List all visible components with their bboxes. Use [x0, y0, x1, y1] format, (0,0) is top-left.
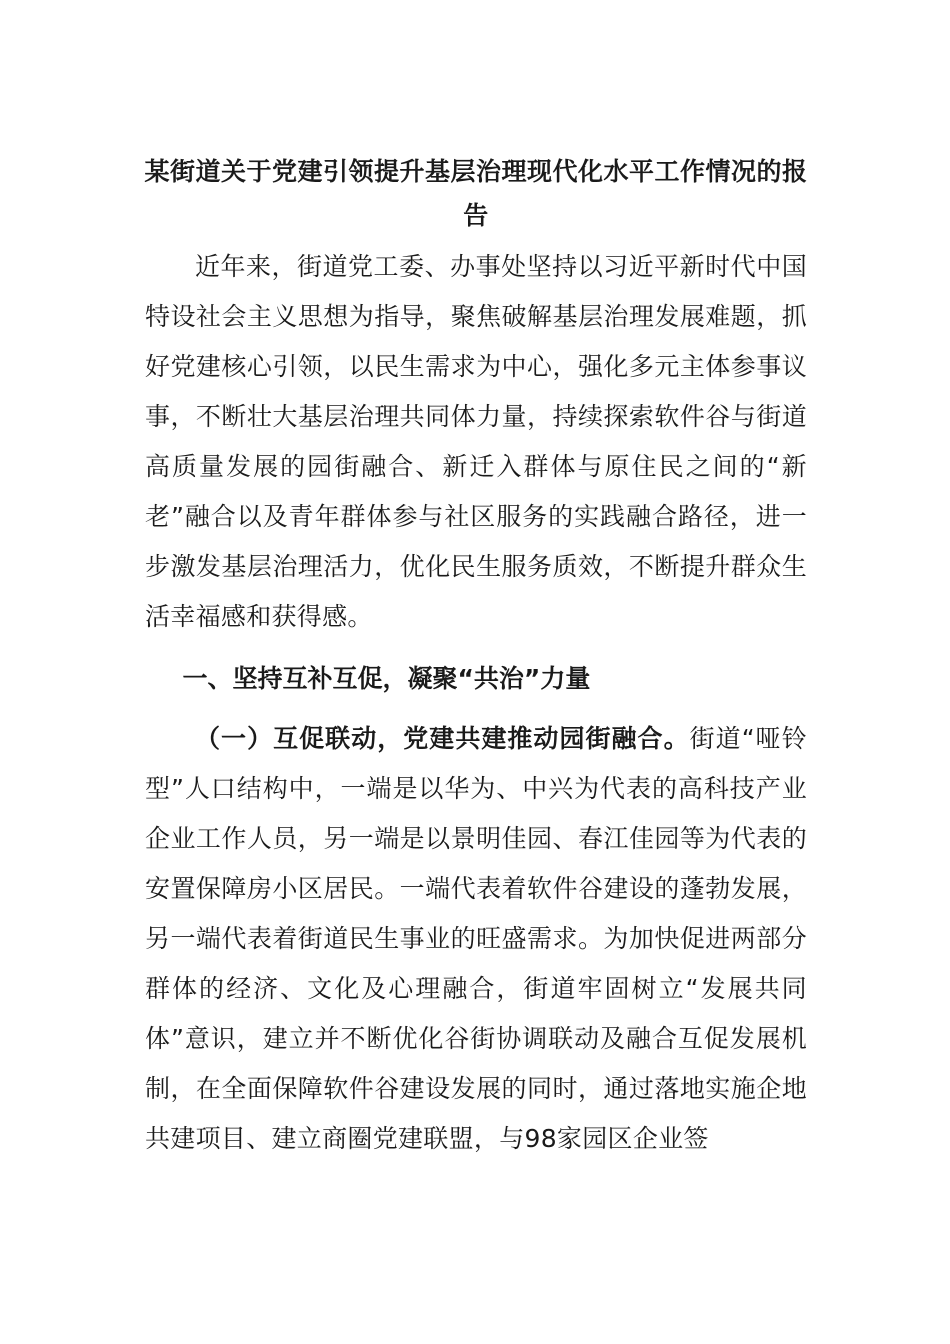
subsection-paragraph [145, 714, 807, 1164]
subsection-lead: （一）互促联动，党建共建推动园街融合。 [195, 724, 690, 753]
document-page [145, 150, 807, 1164]
intro-paragraph: 近年来，街道党工委、办事处坚持以习近平新时代中国特设社会主义思想为指导，聚焦破解基层治理发展难题，抓好党建核心引领，以民生需求为中心，强化多元主体参事议事，不断壮大基层治理共同体力量，持续探索软件谷与街道高质量发展的园街融合、新迁入群体与原住民之间的“新老”融合以及青年群体参与社区服务的实践融合路径，进一步激发基层治理活力，优化民生服务质效，不断提升群众生活幸福感和获得感。 [145, 252, 807, 631]
subsection-text: 街道“哑铃型”人口结构中，一端是以华为、中兴为代表的高科技产业企业工作人员，另一端是以景明佳园、春江佳园等为代表的安置保障房小区居民。一端代表着软件谷建设的蓬勃发展，另一端代表着街道民生事业的旺盛需求。为加快促进两部分群体的经济、文化及心理融合，街道牢固树立“发展共同体”意识，建立并不断优化谷街协调联动及融合互促发展机制，在全面保障软件谷建设发展的同时，通过落地实施企地共建项目、建立商圈党建联盟，与98家园区企业签 [145, 724, 808, 1153]
document-title: 某街道关于党建引领提升基层治理现代化水平工作情况的报告 [144, 157, 808, 230]
section-heading: 一、坚持互补互促，凝聚“共治”力量 [182, 664, 591, 693]
